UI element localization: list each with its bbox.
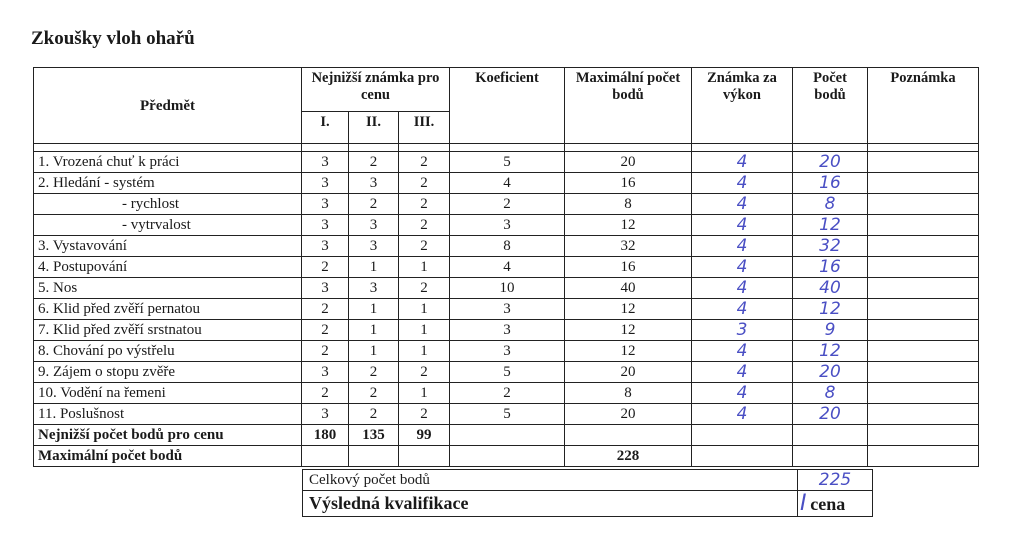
table-row <box>34 404 979 425</box>
coefficient-cell: 4 <box>450 173 565 194</box>
points-cell: 9 <box>793 320 868 341</box>
min-grade-3-cell: 2 <box>399 236 450 257</box>
min-grade-3-cell: 1 <box>399 299 450 320</box>
min-grade-2-cell: 1 <box>349 257 399 278</box>
subject-cell: - vytrvalost <box>34 215 302 236</box>
table-row <box>34 341 979 362</box>
max-points-cell: 20 <box>565 362 692 383</box>
min-grade-2-cell: 2 <box>349 404 399 425</box>
min-grade-3-cell: 1 <box>399 383 450 404</box>
qualification-label: Výsledná kvalifikace <box>303 491 798 517</box>
max-points-cell: 20 <box>565 152 692 173</box>
performance-grade-cell: 4 <box>692 362 793 383</box>
points-cell: 20 <box>793 404 868 425</box>
page-title: Zkoušky vloh ohařů <box>31 28 195 49</box>
max-points-cell: 12 <box>565 320 692 341</box>
min-grade-3-cell: 1 <box>399 341 450 362</box>
coefficient-cell: 3 <box>450 320 565 341</box>
note-cell <box>868 215 979 236</box>
header-performance-grade: Známka za výkon <box>692 68 793 144</box>
header-grade-2: II. <box>349 112 399 144</box>
min-grade-2-cell: 2 <box>349 152 399 173</box>
points-cell: 20 <box>793 362 868 383</box>
performance-grade-cell: 4 <box>692 278 793 299</box>
min-grade-2-cell: 3 <box>349 173 399 194</box>
coefficient-cell: 5 <box>450 404 565 425</box>
points-cell: 16 <box>793 173 868 194</box>
min-grade-2-cell: 2 <box>349 383 399 404</box>
coefficient-cell: 3 <box>450 215 565 236</box>
min-grade-1-cell: 3 <box>302 194 349 215</box>
min-grade-3-cell: 2 <box>399 194 450 215</box>
min-grade-2-cell: 2 <box>349 194 399 215</box>
max-points-cell: 40 <box>565 278 692 299</box>
performance-grade-cell: 3 <box>692 320 793 341</box>
min-grade-2-cell: 1 <box>349 341 399 362</box>
coefficient-cell: 8 <box>450 236 565 257</box>
note-cell <box>868 194 979 215</box>
min-points-1: 180 <box>302 425 349 446</box>
max-points-cell: 8 <box>565 383 692 404</box>
coefficient-cell: 5 <box>450 152 565 173</box>
table-row <box>34 236 979 257</box>
min-grade-1-cell: 2 <box>302 383 349 404</box>
note-cell <box>868 173 979 194</box>
min-grade-3-cell: 2 <box>399 278 450 299</box>
max-points-cell: 32 <box>565 236 692 257</box>
performance-grade-cell: 4 <box>692 383 793 404</box>
table-row <box>34 362 979 383</box>
min-grade-1-cell: 3 <box>302 404 349 425</box>
subject-cell: 7. Klid před zvěří srstnatou <box>34 320 302 341</box>
min-grade-1-cell: 2 <box>302 299 349 320</box>
subject-cell: 6. Klid před zvěří pernatou <box>34 299 302 320</box>
points-cell: 20 <box>793 152 868 173</box>
min-points-3: 99 <box>399 425 450 446</box>
note-cell <box>868 320 979 341</box>
table-row <box>34 278 979 299</box>
subject-cell: 11. Poslušnost <box>34 404 302 425</box>
min-grade-1-cell: 2 <box>302 341 349 362</box>
max-points-cell: 8 <box>565 194 692 215</box>
subject-cell: 8. Chování po výstřelu <box>34 341 302 362</box>
min-grade-1-cell: 3 <box>302 152 349 173</box>
coefficient-cell: 3 <box>450 299 565 320</box>
min-grade-3-cell: 2 <box>399 362 450 383</box>
qualification-value <box>798 491 873 517</box>
note-cell <box>868 236 979 257</box>
min-points-2: 135 <box>349 425 399 446</box>
qualification-suffix: cena <box>810 494 846 514</box>
table-row <box>34 383 979 404</box>
points-cell: 12 <box>793 341 868 362</box>
table-row <box>34 152 979 173</box>
max-points-value: 228 <box>565 446 692 467</box>
min-grade-2-cell: 3 <box>349 215 399 236</box>
points-cell: 8 <box>793 383 868 404</box>
performance-grade-cell: 4 <box>692 194 793 215</box>
coefficient-cell: 4 <box>450 257 565 278</box>
coefficient-cell: 3 <box>450 341 565 362</box>
total-points-label: Celkový počet bodů <box>303 470 798 491</box>
points-cell: 16 <box>793 257 868 278</box>
note-cell <box>868 362 979 383</box>
min-grade-3-cell: 1 <box>399 320 450 341</box>
performance-grade-cell: 4 <box>692 257 793 278</box>
header-points: Počet bodů <box>793 68 868 144</box>
subject-cell: 2. Hledání - systém <box>34 173 302 194</box>
max-points-cell: 12 <box>565 299 692 320</box>
note-cell <box>868 404 979 425</box>
min-grade-3-cell: 2 <box>399 152 450 173</box>
note-cell <box>868 152 979 173</box>
coefficient-cell: 2 <box>450 383 565 404</box>
note-cell <box>868 299 979 320</box>
points-cell: 12 <box>793 215 868 236</box>
subject-cell: 5. Nos <box>34 278 302 299</box>
coefficient-cell: 5 <box>450 362 565 383</box>
table-row <box>34 215 979 236</box>
max-points-cell: 20 <box>565 404 692 425</box>
max-points-cell: 16 <box>565 173 692 194</box>
header-grade-1: I. <box>302 112 349 144</box>
header-note: Poznámka <box>868 68 979 144</box>
table-row <box>34 320 979 341</box>
min-grade-1-cell: 3 <box>302 236 349 257</box>
min-grade-1-cell: 2 <box>302 320 349 341</box>
note-cell <box>868 383 979 404</box>
min-grade-3-cell: 2 <box>399 173 450 194</box>
min-grade-1-cell: 2 <box>302 257 349 278</box>
max-points-cell: 16 <box>565 257 692 278</box>
performance-grade-cell: 4 <box>692 236 793 257</box>
min-grade-2-cell: 1 <box>349 320 399 341</box>
min-grade-3-cell: 1 <box>399 257 450 278</box>
min-grade-3-cell: 2 <box>399 404 450 425</box>
min-grade-2-cell: 3 <box>349 278 399 299</box>
subject-cell: 1. Vrozená chuť k práci <box>34 152 302 173</box>
grading-table <box>33 67 979 467</box>
note-cell <box>868 278 979 299</box>
header-min-grade: Nejnižší známka pro cenu <box>302 68 450 112</box>
coefficient-cell: 2 <box>450 194 565 215</box>
header-subject: Předmět <box>34 68 302 144</box>
coefficient-cell: 10 <box>450 278 565 299</box>
max-points-cell: 12 <box>565 215 692 236</box>
min-grade-2-cell: 1 <box>349 299 399 320</box>
header-grade-3: III. <box>399 112 450 144</box>
min-grade-2-cell: 3 <box>349 236 399 257</box>
points-cell: 12 <box>793 299 868 320</box>
subject-cell: 4. Postupování <box>34 257 302 278</box>
min-grade-3-cell: 2 <box>399 215 450 236</box>
performance-grade-cell: 4 <box>692 152 793 173</box>
table-row <box>34 173 979 194</box>
header-max-points: Maximální počet bodů <box>565 68 692 144</box>
header-coefficient: Koeficient <box>450 68 565 144</box>
note-cell <box>868 257 979 278</box>
performance-grade-cell: 4 <box>692 173 793 194</box>
subject-cell: 10. Vodění na řemeni <box>34 383 302 404</box>
points-cell: 32 <box>793 236 868 257</box>
subject-cell: 9. Zájem o stopu zvěře <box>34 362 302 383</box>
min-grade-2-cell: 2 <box>349 362 399 383</box>
points-cell: 8 <box>793 194 868 215</box>
qualification-grade: I <box>800 491 807 516</box>
performance-grade-cell: 4 <box>692 215 793 236</box>
performance-grade-cell: 4 <box>692 341 793 362</box>
table-row <box>34 257 979 278</box>
max-points-label: Maximální počet bodů <box>34 446 302 467</box>
min-grade-1-cell: 3 <box>302 173 349 194</box>
summary-table <box>302 469 873 517</box>
performance-grade-cell: 4 <box>692 404 793 425</box>
max-points-cell: 12 <box>565 341 692 362</box>
subject-cell: - rychlost <box>34 194 302 215</box>
points-cell: 40 <box>793 278 868 299</box>
total-points-value: 225 <box>798 470 873 491</box>
min-points-label: Nejnižší počet bodů pro cenu <box>34 425 302 446</box>
table-row <box>34 194 979 215</box>
min-grade-1-cell: 3 <box>302 278 349 299</box>
table-row <box>34 299 979 320</box>
performance-grade-cell: 4 <box>692 299 793 320</box>
note-cell <box>868 341 979 362</box>
subject-cell: 3. Vystavování <box>34 236 302 257</box>
min-grade-1-cell: 3 <box>302 215 349 236</box>
min-grade-1-cell: 3 <box>302 362 349 383</box>
